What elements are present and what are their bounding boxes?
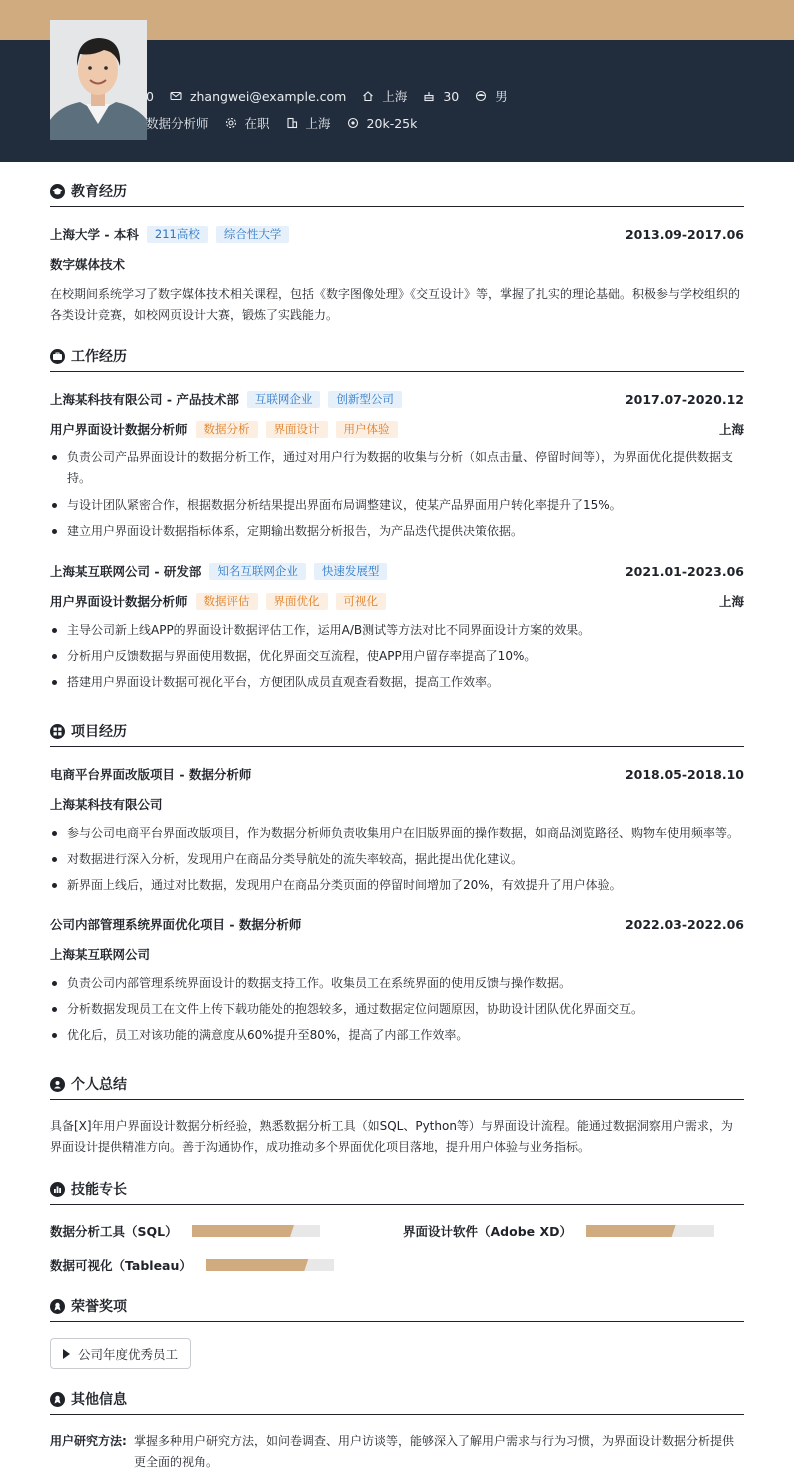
building-icon [286,117,298,129]
list-item: 分析数据发现员工在文件上传下载功能处的抱怨较多，通过数据定位问题原因，协助设计团队优化界面交互。 [50,999,744,1020]
school-name: 上海大学 - 本科 [50,227,139,242]
job-location: 上海 [718,422,744,437]
status-item [225,114,270,132]
work-heading [50,345,744,367]
skill-name: 数据分析工具（SQL） [50,1224,178,1239]
skill-name: 界面设计软件（Adobe XD） [403,1224,573,1239]
city-text: 上海 [382,89,408,104]
expected-city-text: 上海 [305,116,331,131]
summary-heading [50,1073,744,1095]
list-item: 建立用户界面设计数据指标体系，定期输出数据分析报告，为产品迭代提供决策依据。 [50,521,744,542]
position-text: 数据分析师 [146,116,209,131]
awards-section [50,1295,744,1362]
job-date: 2017.07-2020.12 [624,391,744,407]
list-item: 负责公司产品界面设计的数据分析工作，通过对用户行为数据的收集与分析（如点击量、停留时间等），为界面优化提供数据支持。 [50,447,744,489]
role-name: 用户界面设计数据分析师 [50,422,188,437]
project-date: 2018.05-2018.10 [624,766,744,782]
company-name: 上海某科技有限公司 - 产品技术部 [50,392,239,407]
play-icon [63,1349,70,1359]
project-company-row [50,794,744,814]
project-date: 2022.03-2022.06 [624,916,744,932]
role-tag: 数据分析 [196,421,258,438]
education-heading [50,180,744,202]
position-item [146,114,209,132]
list-item: 负责公司内部管理系统界面设计的数据支持工作。收集员工在系统界面的使用反馈与操作数据。 [50,973,744,994]
education-date: 2013.09-2017.06 [624,226,744,242]
list-item: 搭建用户界面设计数据可视化平台，方便团队成员直观查看数据，提高工作效率。 [50,672,744,693]
skill-item [50,1221,320,1241]
skills-heading [50,1178,744,1200]
work-title: 工作经历 [71,349,127,365]
project-name: 电商平台界面改版项目 - 数据分析师 [50,767,252,782]
skill-bar [206,1259,334,1271]
job-location: 上海 [718,594,744,609]
skill-bar-fill [206,1259,308,1271]
divider [50,1099,744,1100]
project-row [50,764,744,784]
job-date: 2021.01-2023.06 [624,563,744,579]
school-tag: 综合性大学 [216,226,290,243]
role-tag: 可视化 [336,593,387,610]
job-intent-row [146,114,433,132]
age-text: 30 [443,88,460,104]
phone-text: 0 [146,88,154,104]
list-item: 新界面上线后，通过对比数据，发现用户在商品分类页面的停留时间增加了20%，有效提升了用户体验。 [50,875,744,896]
age-item [423,89,459,104]
divider [50,746,744,747]
bar-chart-icon [50,1182,65,1197]
other-section [50,1388,744,1469]
list-item: 优化后，员工对该功能的满意度从60%提升至80%，提高了内部工作效率。 [50,1025,744,1046]
role-tag: 界面优化 [266,593,328,610]
skill-bar [586,1225,714,1237]
other-title: 其他信息 [71,1392,127,1408]
role-tag: 数据评估 [196,593,258,610]
job-company-row [50,389,744,409]
award-item[interactable] [50,1338,191,1369]
other-text-line: 更全面的视角。 [134,1455,219,1469]
company-tag: 快速发展型 [314,563,388,580]
education-section [50,180,744,322]
expected-city-item [286,114,331,132]
school-tag: 211高校 [147,226,208,243]
role-tag: 界面设计 [266,421,328,438]
list-item: 参与公司电商平台界面改版项目，作为数据分析师负责收集用户在旧版界面的操作数据，如商品浏览路径、购物车使用频率等。 [50,823,744,844]
other-text-line: 掌握多种用户研究方法，如问卷调查、用户访谈等，能够深入了解用户需求与行为习惯，为界面设计数据分析提供 [134,1434,735,1448]
role-tag: 用户体验 [336,421,398,438]
salary-text: 20k-25k [366,115,418,131]
grid-icon [50,724,65,739]
briefcase-icon [50,349,65,364]
projects-title: 项目经历 [71,724,127,740]
skill-item [403,1221,714,1241]
skill-bar-fill [586,1225,676,1237]
skills-title: 技能专长 [71,1182,127,1198]
company-tag: 互联网企业 [247,391,321,408]
school-row [50,224,744,244]
awards-title: 荣誉奖项 [71,1299,127,1315]
summary-title: 个人总结 [71,1077,127,1093]
salary-item [347,116,418,131]
skill-name: 数据可视化（Tableau） [50,1258,192,1273]
divider [50,206,744,207]
list-item: 分析用户反馈数据与界面使用数据，优化界面交互流程，使APP用户留存率提高了10%。 [50,646,744,667]
skill-bar [192,1225,320,1237]
job-role-row [50,591,744,611]
job-company-row [50,561,744,581]
company-name: 上海某互联网公司 - 研发部 [50,564,202,579]
list-item: 与设计团队紧密合作，根据数据分析结果提出界面布局调整建议，使某产品界面用户转化率提升了15%。 [50,495,744,516]
gear-icon [225,117,237,129]
home-icon [362,90,374,102]
summary-section [50,1073,744,1154]
award-icon [50,1299,65,1314]
project-name: 公司内部管理系统界面优化项目 - 数据分析师 [50,917,302,932]
award-name: 公司年度优秀员工 [78,1346,179,1362]
education-title: 教育经历 [71,184,127,200]
cake-icon [423,90,435,102]
status-text: 在职 [244,116,270,131]
skill-bar-fill [192,1225,294,1237]
project-company: 上海某互联网公司 [50,947,151,962]
email-item[interactable] [170,89,346,104]
projects-section [50,720,744,1042]
list-item: 主导公司新上线APP的界面设计数据评估工作，运用A/B测试等方法对比不同界面设计方案的效果。 [50,620,744,641]
project-company-row [50,944,744,964]
contact-row [146,87,524,105]
work-section [50,345,744,689]
role-name: 用户界面设计数据分析师 [50,594,188,609]
major-name: 数字媒体技术 [50,257,126,272]
company-tag: 创新型公司 [328,391,402,408]
company-tag: 知名互联网企业 [209,563,306,580]
coin-icon [347,117,359,129]
divider [50,1414,744,1415]
projects-heading [50,720,744,742]
other-label: 用户研究方法: [50,1434,127,1448]
summary-text: 具备[X]年用户界面设计数据分析经验，熟悉数据分析工具（如SQL、Python等）与界面设计流程。能通过数据洞察用户需求，为界面设计提供精准方向。善于沟通协作，成功推动多个界面优化项目落地，提升用户体验与业务指标。 [50,1119,733,1154]
job-role-row [50,419,744,439]
divider [50,1204,744,1205]
gender-icon [475,90,487,102]
award-icon [50,1392,65,1407]
major-row [50,254,744,274]
skill-item [50,1255,334,1275]
gender-item [475,87,508,105]
education-description: 在校期间系统学习了数字媒体技术相关课程，包括《数字图像处理》《交互设计》等，掌握了扎实的理论基础。积极参与学校组织的各类设计竞赛，如校网页设计大赛，锻炼了实践能力。 [50,287,741,322]
gender-text: 男 [495,89,508,104]
mail-icon [170,90,182,102]
email-text: zhangwei@example.com [189,88,347,104]
other-heading [50,1388,744,1410]
divider [50,1321,744,1322]
user-icon [50,1077,65,1092]
phone-item [146,89,154,104]
list-item: 对数据进行深入分析，发现用户在商品分类导航处的流失率较高，据此提出优化建议。 [50,849,744,870]
city-item [362,87,407,105]
avatar [50,20,147,140]
divider [50,371,744,372]
awards-heading [50,1295,744,1317]
graduation-cap-icon [50,184,65,199]
project-row [50,914,744,934]
skills-section [50,1178,744,1273]
project-company: 上海某科技有限公司 [50,797,163,812]
